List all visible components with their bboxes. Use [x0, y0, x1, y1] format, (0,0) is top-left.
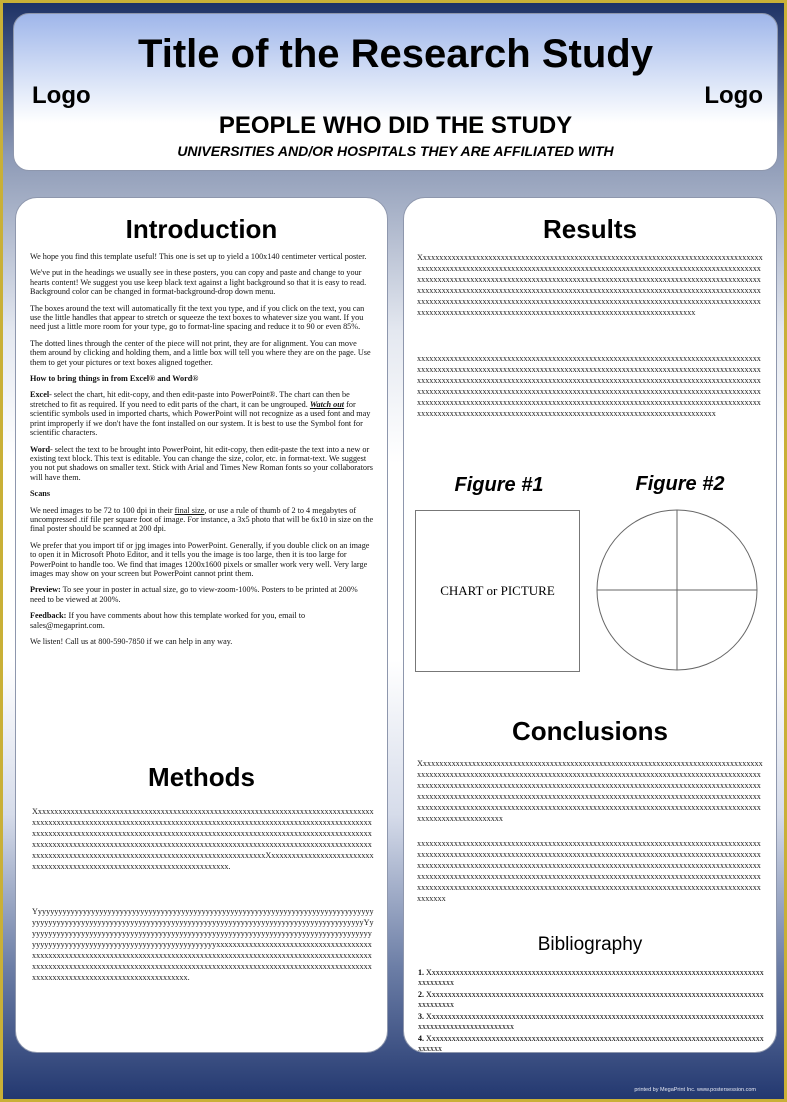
bibliography-item: 1. Xxxxxxxxxxxxxxxxxxxxxxxxxxxxxxxxxxxxxxxxxxxxxxxxxxxxxxxxxxxxxxxxxxxxxxxxxxxxxxxxxxxxxxxxxxxxx	[418, 968, 764, 987]
introduction-heading: Introduction	[125, 214, 278, 244]
figure2-circle-placeholder	[596, 509, 758, 671]
conclusions-text-block: Xxxxxxxxxxxxxxxxxxxxxxxxxxxxxxxxxxxxxxxxxxxxxxxxxxxxxxxxxxxxxxxxxxxxxxxxxxxxxxxxxxxxxxxxxxxxxxxxxxxxxxxxxxxxxxxxxxxxxxxxxxxxxxxxxxxxxxxxxxxxxxxxxxxxxxxxxxxxxxxxxxxxxxxxxxxxxxxxxxxxxxxxxxxxxxxxxxxxxxxxxxxxxxxxxxxxxxxxxxxxxxxxxxxxxxxxxxxxxxxxxxxxxxxxxxxxxxxxxxxxxxxxxxxxxxxxxxxxxxxxxxxxxxxxxxxxxxxxxxxxxxxxxxxxxxxxxxxxxxxxxxxxxxxxxxxxxxxxxxxxxxxxxxxxxxxxxxxxxxxxxxxxxxxxxxxxxxxxxxxxxxxxxxxxxxxxxxxxxxxxxxxxxxxxxxxxxxxxxxxxxxxxxxxxxxxxxxxxxxxxx	[417, 759, 763, 823]
feedback-paragraph: Feedback: If you have comments about how this template worked for you, email to sales@megaprint.com.	[30, 611, 306, 630]
bibliography-heading: Bibliography	[537, 934, 643, 955]
authors: PEOPLE WHO DID THE STUDY	[218, 112, 573, 139]
left-panel	[15, 197, 388, 1053]
intro-paragraph: The dotted lines through the center of the piece will not print, they are for alignment. You can move them around by clicking and holding them, and a little box will tell you where they are on the page. Use them to get your pictures or text boxes aligned together.	[30, 338, 371, 367]
scans-paragraph: We need images to be 72 to 100 dpi in their final size, or use a rule of thumb of 2 to 4 megabytes of uncompressed .tif file per square foot of image. For instance, a 3x5 photo that will be 6x10 in size on the final poster should be scanned at 200 dpi.	[30, 505, 374, 534]
right-panel	[403, 197, 777, 1053]
logo-left: Logo	[32, 82, 91, 109]
preview-paragraph: Preview: To see your in poster in actual size, go to view-zoom-100%. Posters to be printed at 200% need to be viewed at 200%.	[30, 585, 358, 604]
tif-paragraph: We prefer that you import tif or jpg images into PowerPoint. Generally, if you double click on an image to open it in Microsoft Photo Editor, and it tells you the image is too large, then it is too large for PowerPoint to handle too. We find that images 1200x1600 pixels or smaller work very well. Very large images may show on your screen but PowerPoint cannot print them.	[30, 540, 370, 578]
word-paragraph: Word- select the text to be brought into PowerPoint, hit edit-copy, then edit-paste the text into a new or existing text block. This text is editable. You can change the size, color, etc. in format-text. We suggest you not put shadows on smaller text. Stick with Arial and Times New Roman fonts so your collaborators will have them.	[30, 444, 373, 482]
poster-title: Title of the Research Study	[138, 32, 653, 76]
figure1-placeholder-label: CHART or PICTURE	[440, 583, 555, 598]
intro-paragraph: We've put in the headings we usually see in these posters, you can copy and paste and change to your hearts content! We suggest you use keep black text against a light background so that it is easy to read. Background color can be changed in format-background-drop down menu.	[30, 268, 367, 297]
printer-credit: printed by MegaPrint Inc. www.postersession.com	[634, 1087, 756, 1093]
conclusions-heading: Conclusions	[511, 716, 668, 746]
excel-paragraph: Excel- select the chart, hit edit-copy, and then edit-paste into PowerPoint®. The chart can then be stretched to fit as required. If you need to edit parts of the chart, it can be ungrouped. Watch out for scientific symbols used in imported charts, which PowerPoint will not recognize as a used font and may print improperly if we don't have the font installed on our system. It is best to use the Symbol font for scientific characters.	[30, 390, 371, 438]
figure1-placeholder	[415, 510, 580, 672]
intro-paragraph: We hope you find this template useful! This one is set up to yield a 100x140 centimeter vertical poster.	[30, 252, 367, 261]
methods-text-block: YyyyyyyyyyyyyyyyyyyyyyyyyyyyyyyyyyyyyyyyyyyyyyyyyyyyyyyyyyyyyyyyyyyyyyyyyyyyyyyyyyyyyyyyyyyyyyyyyyyyyyyyyyyyyyyyyyyyyyyyyyyyyyyyyyyyyyyyyyyyyyyyyyyyyyyyyyyyyyyyyyyyYyyyyyyyyyyyyyyyyyyyyyyyyyyyyyyyyyyyyyyyyyyyyyyyyyyyyyyyyyyyyyyyyyyyyyyyyyyyyyyyyyyyyyyyyyyyyyyyyyyyyyyyyyyyyyyyyyyyyyyyyyyyyyyyyyxxxxxxxxxxxxxxxxxxxxxxxxxxxxxxxxxxxxxxxxxxxxxxxxxxxxxxxxxxxxxxxxxxxxxxxxxxxxxxxxxxxxxxxxxxxxxxxxxxxxxxxxxxxxxxxxxxxxxxxxxxxxxxxxxxxxxxxxxxxxxxxxxxxxxxxxxxxxxxxxxxxxxxxxxxxxxxxxxxxxxxxxxxxxxxxxxxxxxxxxxxxxxxxxxxxxxxxxxxxxxxxxxxxxxxxxxxxxxxxxxx.	[32, 907, 374, 982]
results-heading: Results	[543, 214, 637, 244]
listen-paragraph: We listen! Call us at 800-590-7850 if we can help in any way.	[30, 637, 233, 646]
logo-right: Logo	[704, 82, 763, 109]
affiliations: UNIVERSITIES AND/OR HOSPITALS THEY ARE AFFILIATED WITH	[177, 143, 614, 159]
scans-heading: Scans	[30, 489, 51, 499]
methods-text-block: XxxxxxxxxxxxxxxxxxxxxxxxxxxxxxxxxxxxxxxxxxxxxxxxxxxxxxxxxxxxxxxxxxxxxxxxxxxxxxxxxxxxxxxxxxxxxxxxxxxxxxxxxxxxxxxxxxxxxxxxxxxxxxxxxxxxxxxxxxxxxxxxxxxxxxxxxxxxxxxxxxxxxxxxxxxxxxxxxxxxxxxxxxxxxxxxxxxxxxxxxxxxxxxxxxxxxxxxxxxxxxxxxxxxxxxxxxxxxxxxxxxxxxxxxxxxxxxxxxxxxxxxxxxxxxxxxxxxxxxxxxxxxxxxxxxxxxxxxxxxxxxxxxxxxxxxxxxxxxxxxxxxxxxxxxxxxxxxxxxxxxxxxxxxxxxxxxxxxxxxxxxxxxxxxxxxxxxxxxxxxxxxxxxxxXxxxxxxxxxxxxxxxxxxxxxxxxxxxxxxxxxxxxxxxxxxxxxxxxxxxxxxxxxxxxxxxxxxxxxxxxx.	[32, 807, 374, 871]
conclusions-text-block: xxxxxxxxxxxxxxxxxxxxxxxxxxxxxxxxxxxxxxxxxxxxxxxxxxxxxxxxxxxxxxxxxxxxxxxxxxxxxxxxxxxxxxxxxxxxxxxxxxxxxxxxxxxxxxxxxxxxxxxxxxxxxxxxxxxxxxxxxxxxxxxxxxxxxxxxxxxxxxxxxxxxxxxxxxxxxxxxxxxxxxxxxxxxxxxxxxxxxxxxxxxxxxxxxxxxxxxxxxxxxxxxxxxxxxxxxxxxxxxxxxxxxxxxxxxxxxxxxxxxxxxxxxxxxxxxxxxxxxxxxxxxxxxxxxxxxxxxxxxxxxxxxxxxxxxxxxxxxxxxxxxxxxxxxxxxxxxxxxxxxxxxxxxxxxxxxxxxxxxxxxxxxxxxxxxxxxxxxxxxxxxxxxxxxxxxxxxxxxxxxxxxxxxxxxxxxxxxxxxxxxxxxxx	[417, 839, 761, 903]
methods-heading: Methods	[148, 762, 255, 792]
intro-paragraph: The boxes around the text will automatically fit the text you type, and if you click on the text, you can use the little handles that appear to stretch or squeeze the text boxes to whatever size you want. If you need just a little more room for your type, go to format-line spacing and reduce it to 90 or even 85%.	[30, 303, 365, 332]
results-text-block: Xxxxxxxxxxxxxxxxxxxxxxxxxxxxxxxxxxxxxxxxxxxxxxxxxxxxxxxxxxxxxxxxxxxxxxxxxxxxxxxxxxxxxxxxxxxxxxxxxxxxxxxxxxxxxxxxxxxxxxxxxxxxxxxxxxxxxxxxxxxxxxxxxxxxxxxxxxxxxxxxxxxxxxxxxxxxxxxxxxxxxxxxxxxxxxxxxxxxxxxxxxxxxxxxxxxxxxxxxxxxxxxxxxxxxxxxxxxxxxxxxxxxxxxxxxxxxxxxxxxxxxxxxxxxxxxxxxxxxxxxxxxxxxxxxxxxxxxxxxxxxxxxxxxxxxxxxxxxxxxxxxxxxxxxxxxxxxxxxxxxxxxxxxxxxxxxxxxxxxxxxxxxxxxxxxxxxxxxxxxxxxxxxxxxxxxxxxxxxxxxxxxxxxxxxxxxxxxxxxxxxxxxxxxxxxxxxxxxxxxxxxxxxxxxxxxxxxxxxxxxxxxxxxxxxxxxxxxxxxxxxxxxxxxx	[417, 253, 763, 317]
bibliography-item: 4. Xxxxxxxxxxxxxxxxxxxxxxxxxxxxxxxxxxxxxxxxxxxxxxxxxxxxxxxxxxxxxxxxxxxxxxxxxxxxxxxxxxxxxxxxxx	[418, 1034, 764, 1053]
figure1-title: Figure #1	[454, 474, 544, 496]
results-text-block: xxxxxxxxxxxxxxxxxxxxxxxxxxxxxxxxxxxxxxxxxxxxxxxxxxxxxxxxxxxxxxxxxxxxxxxxxxxxxxxxxxxxxxxxxxxxxxxxxxxxxxxxxxxxxxxxxxxxxxxxxxxxxxxxxxxxxxxxxxxxxxxxxxxxxxxxxxxxxxxxxxxxxxxxxxxxxxxxxxxxxxxxxxxxxxxxxxxxxxxxxxxxxxxxxxxxxxxxxxxxxxxxxxxxxxxxxxxxxxxxxxxxxxxxxxxxxxxxxxxxxxxxxxxxxxxxxxxxxxxxxxxxxxxxxxxxxxxxxxxxxxxxxxxxxxxxxxxxxxxxxxxxxxxxxxxxxxxxxxxxxxxxxxxxxxxxxxxxxxxxxxxxxxxxxxxxxxxxxxxxxxxxxxxxxxxxxxxxxxxxxxxxxxxxxxxxxxxxxxxxxxxxxxxxxxxxxxxxxxxxxxxxxxxxxxxxxxxxxxxxxxxxxxxxxxxxxxxxxxxxxxxxxxxxxxxxx	[417, 354, 761, 418]
bibliography-item: 3. Xxxxxxxxxxxxxxxxxxxxxxxxxxxxxxxxxxxxxxxxxxxxxxxxxxxxxxxxxxxxxxxxxxxxxxxxxxxxxxxxxxxxxxxxxxxxxxxxxxxxxxxxxxxx	[418, 1012, 764, 1031]
bibliography-list	[418, 968, 766, 1056]
header-panel	[13, 13, 778, 171]
howto-heading: How to bring things in from Excel® and Word®	[30, 374, 199, 384]
introduction-body	[30, 252, 375, 653]
figure2-title: Figure #2	[635, 473, 725, 495]
bibliography-item: 2. Xxxxxxxxxxxxxxxxxxxxxxxxxxxxxxxxxxxxxxxxxxxxxxxxxxxxxxxxxxxxxxxxxxxxxxxxxxxxxxxxxxxxxxxxxxxxx	[418, 990, 764, 1009]
